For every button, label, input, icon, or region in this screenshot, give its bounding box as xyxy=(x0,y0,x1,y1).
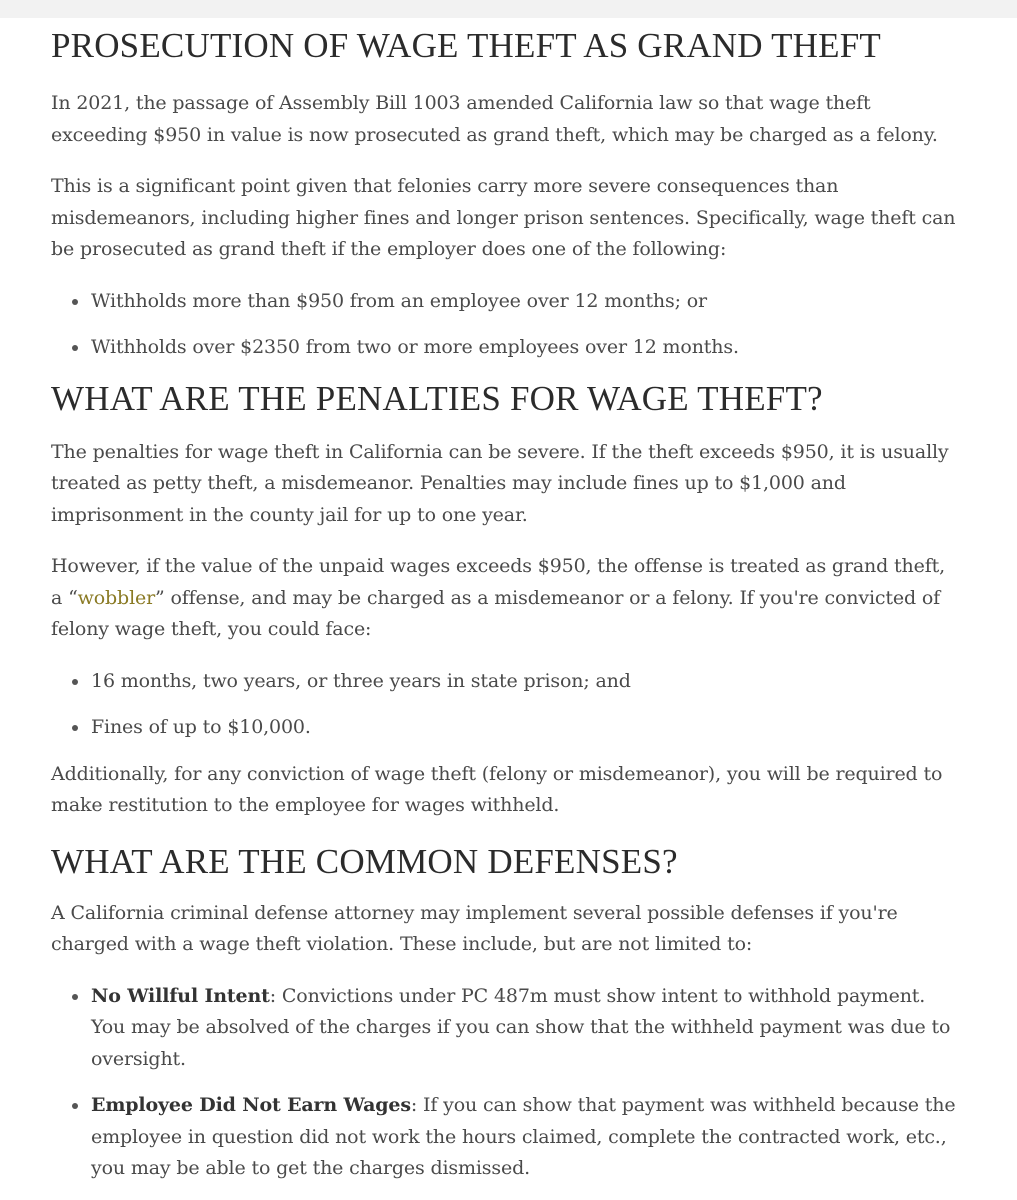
list-item: • 16 months, two years, or three years in state prison; and xyxy=(90,666,961,698)
list-item: • Withholds over $2350 from two or more employees over 12 months. xyxy=(90,332,961,364)
paragraph-ab1003: In 2021, the passage of Assembly Bill 1003 amended California law so that wage theft exceeding $950 in value is now prosecuted as grand theft, which may be charged as a felony. xyxy=(51,92,938,146)
list-item: • Fines of up to $10,000. xyxy=(90,712,961,744)
heading-penalties: WHAT ARE THE PENALTIES FOR WAGE THEFT? xyxy=(51,378,823,418)
heading-defenses: WHAT ARE THE COMMON DEFENSES? xyxy=(51,841,678,881)
paragraph-defenses-intro: A California criminal defense attorney may implement several possible defenses if you're charged with a wage theft violation. These include, but are not limited to: xyxy=(51,901,898,955)
article-content xyxy=(0,26,1017,1185)
list-item: • Withholds more than $950 from an employee over 12 months; or xyxy=(90,286,961,318)
defense-item-did-not-earn-wages xyxy=(90,1090,961,1185)
wobbler-text-after: ” offense, and may be charged as a misdemeanor or a felony. If you're convicted of felony wage theft, you could face: xyxy=(51,586,941,640)
defenses-list xyxy=(51,981,961,1185)
defense-term: No Willful Intent xyxy=(91,984,270,1007)
paragraph-restitution: Additionally, for any conviction of wage theft (felony or misdemeanor), you will be required to make restitution to the employee for wages withheld. xyxy=(51,762,943,816)
paragraph-wobbler xyxy=(51,551,961,646)
felony-penalties-list xyxy=(51,666,961,744)
defense-item-no-willful-intent xyxy=(90,981,961,1076)
heading-grand-theft: PROSECUTION OF WAGE THEFT AS GRAND THEFT xyxy=(51,26,881,65)
top-bar xyxy=(0,0,1017,18)
paragraph-penalties: The penalties for wage theft in California can be severe. If the theft exceeds $950, it is usually treated as petty theft, a misdemeanor. Penalties may include fines up to $1,000 and imprisonment in the county jail for up to one year. xyxy=(51,440,949,526)
paragraph-felony-consequences: This is a significant point given that felonies carry more severe consequences than misdemeanors, including higher fines and longer prison sentences. Specifically, wage theft can be prosecuted as grand theft if the employer does one of the following: xyxy=(51,175,956,260)
defense-term: Employee Did Not Earn Wages xyxy=(91,1094,411,1116)
grand-theft-conditions-list xyxy=(51,286,961,364)
defense-description: : Convictions under PC 487m must show intent to withhold payment. You may be absolved of the charges if you can show that the withheld payment was due to oversight. xyxy=(91,984,951,1070)
wobbler-text-before: However, if the value of the unpaid wages exceeds $950, the offense is treated as grand theft, a “ xyxy=(51,555,945,609)
defense-description: : If you can show that payment was withheld because the employee in question did not work the hours claimed, complete the contracted work, etc., you may be able to get the charges dismissed. xyxy=(91,1094,956,1179)
wobbler-link[interactable]: wobbler xyxy=(77,586,156,609)
